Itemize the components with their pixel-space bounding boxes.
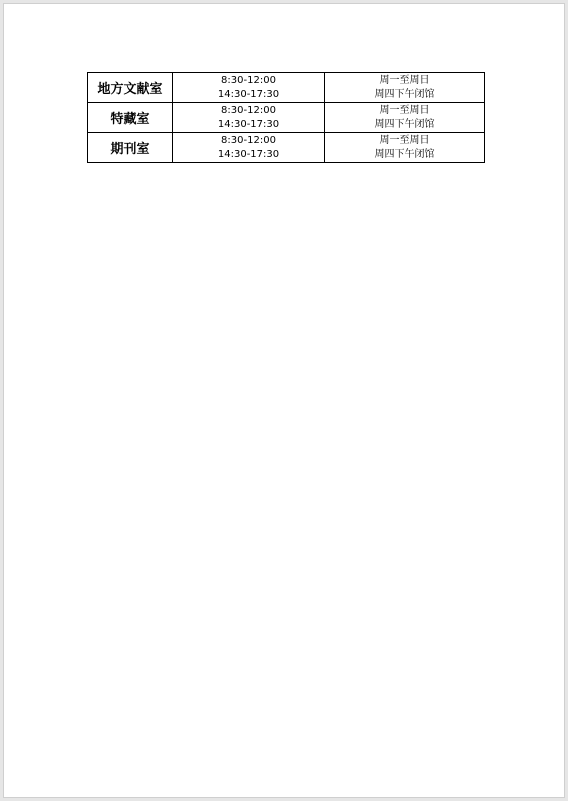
opening-days-cell (325, 133, 485, 163)
open-days: 周一至周日 (379, 104, 430, 116)
open-days: 周一至周日 (379, 74, 430, 86)
room-name-cell: 特藏室 (88, 103, 173, 133)
room-name-cell: 地方文献室 (88, 73, 173, 103)
opening-time-cell (173, 73, 325, 103)
open-days: 周一至周日 (379, 134, 430, 146)
closed-note: 周四下午闭馆 (374, 118, 435, 130)
afternoon-hours: 14:30-17:30 (217, 148, 280, 160)
room-name-cell: 期刊室 (88, 133, 173, 163)
opening-time-cell (173, 103, 325, 133)
document-page (3, 3, 565, 798)
table-row (88, 103, 485, 133)
morning-hours: 8:30-12:00 (221, 104, 276, 116)
table-row (88, 73, 485, 103)
opening-days-cell (325, 73, 485, 103)
table-row (88, 133, 485, 163)
closed-note: 周四下午闭馆 (374, 88, 435, 100)
morning-hours: 8:30-12:00 (221, 74, 276, 86)
closed-note: 周四下午闭馆 (374, 148, 435, 160)
morning-hours: 8:30-12:00 (221, 134, 276, 146)
afternoon-hours: 14:30-17:30 (217, 88, 280, 100)
opening-days-cell (325, 103, 485, 133)
opening-time-cell (173, 133, 325, 163)
afternoon-hours: 14:30-17:30 (217, 118, 280, 130)
opening-hours-table (87, 72, 485, 163)
